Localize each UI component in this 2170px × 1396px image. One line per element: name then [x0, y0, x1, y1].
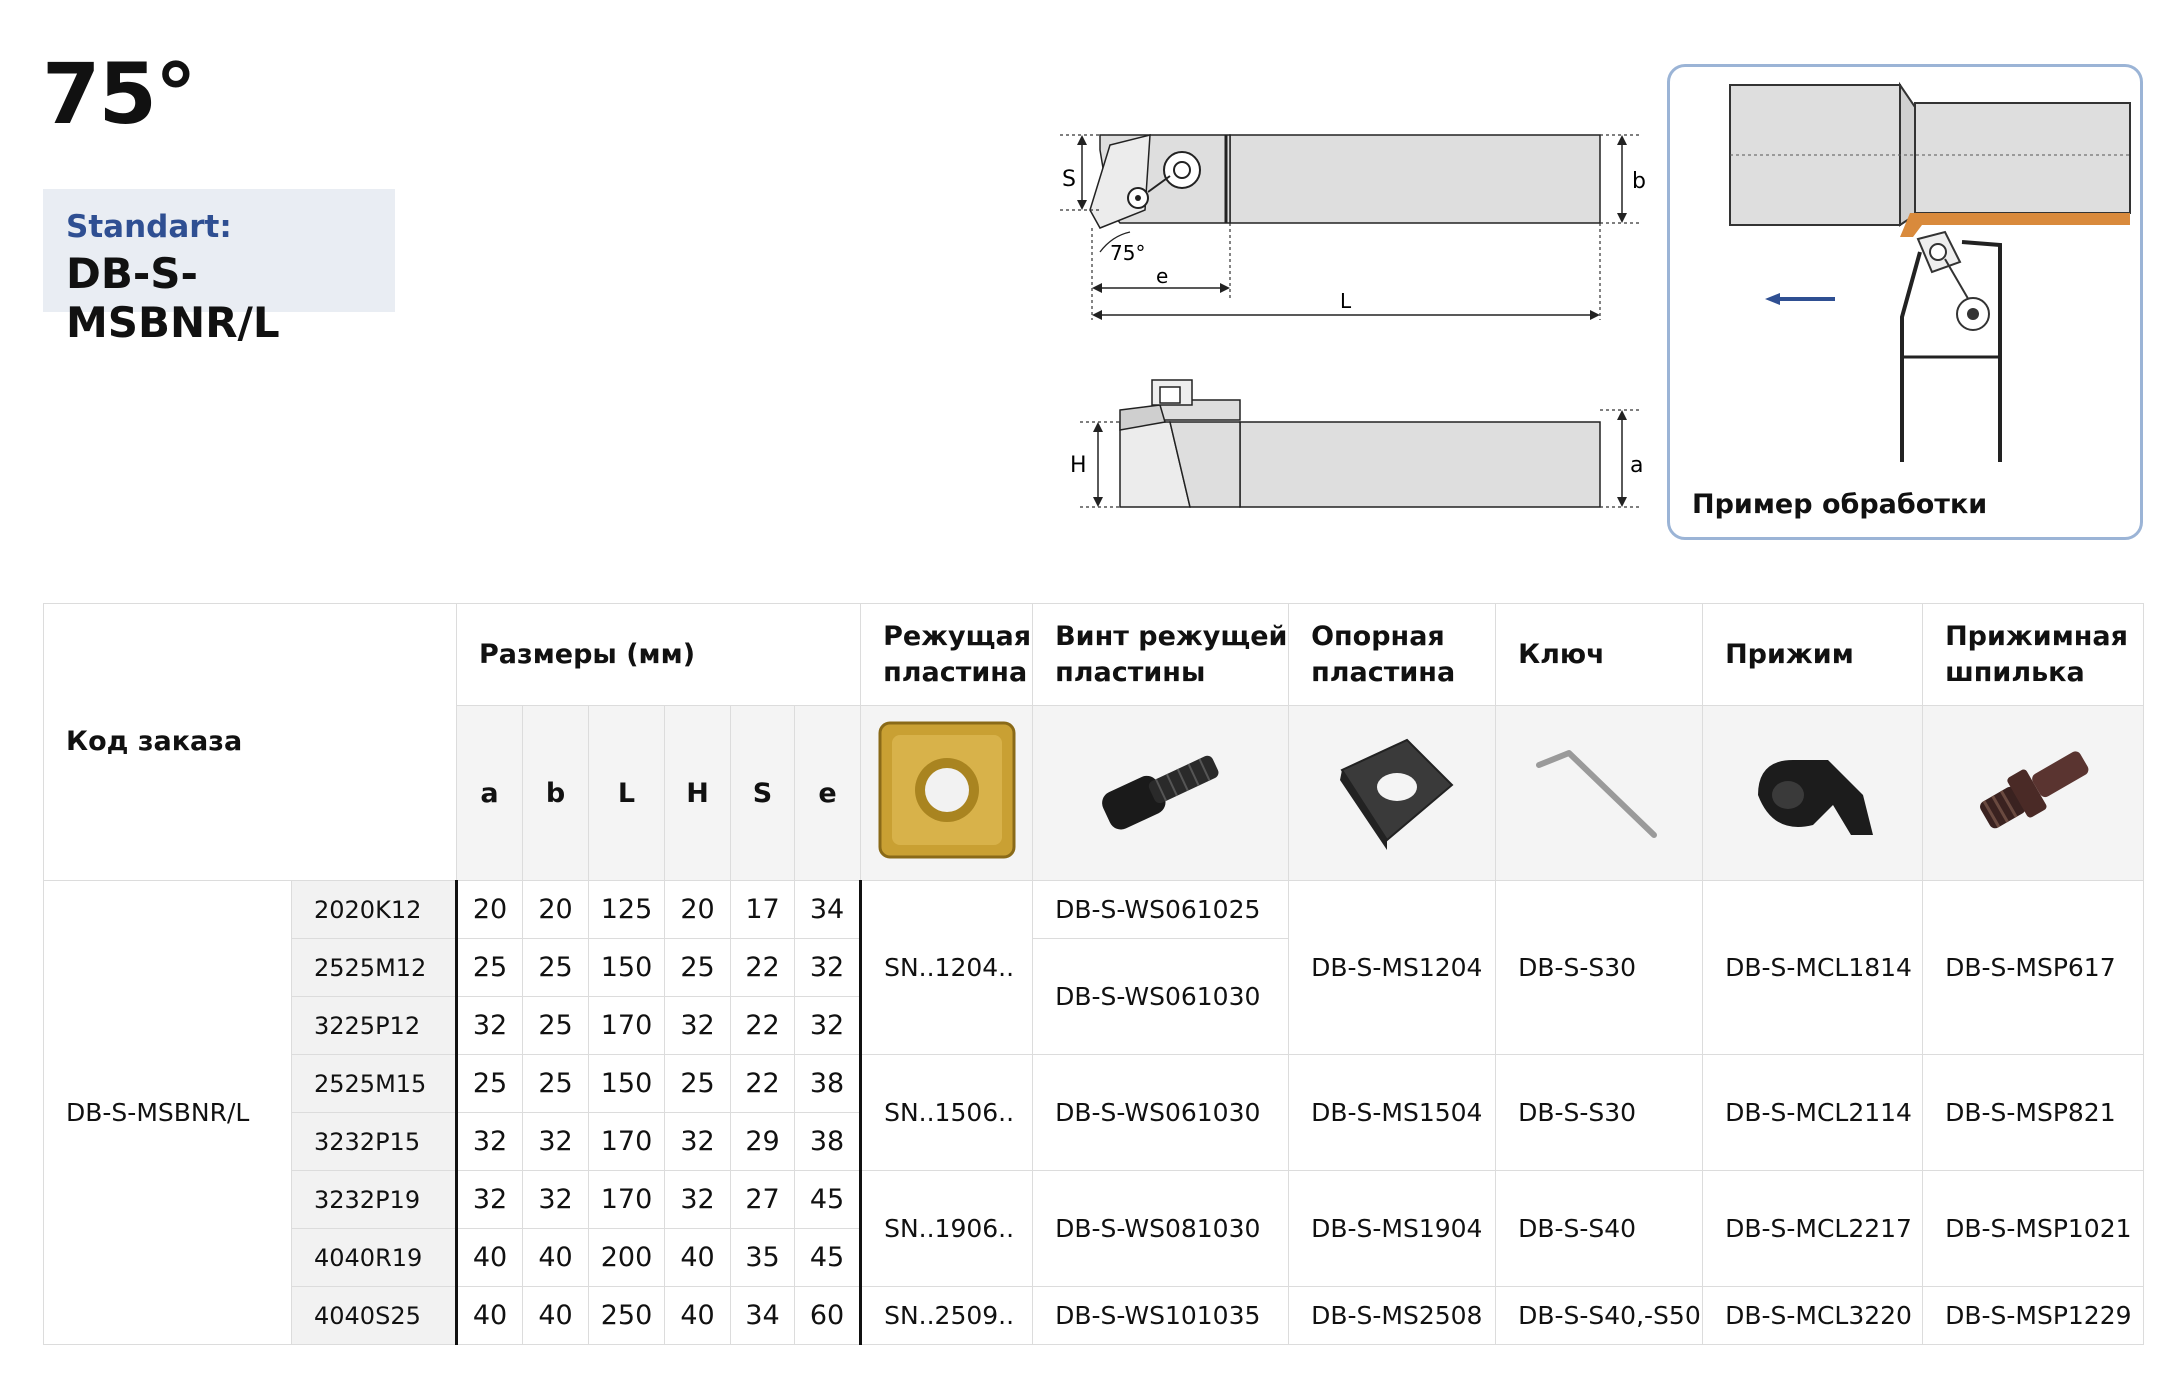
dim-value: 32 [665, 997, 731, 1055]
standart-code: DB-S-MSBNR/L [66, 249, 280, 347]
screw-icon [1081, 730, 1241, 850]
clamp-code: DB-S-MCL1814 [1703, 881, 1923, 1055]
insert-code: SN..2509.. [861, 1287, 1033, 1345]
dim-value: 22 [731, 1055, 795, 1113]
header-dimensions: Размеры (мм) [457, 604, 861, 706]
clamp-screw-code: DB-S-MSP617 [1923, 881, 2144, 1055]
dim-value: 150 [589, 939, 665, 997]
clamp-image-cell [1703, 706, 1923, 881]
clamp-screw-code: DB-S-MSP821 [1923, 1055, 2144, 1171]
sub-code: 3225P12 [292, 997, 457, 1055]
holder-side-body [1240, 422, 1600, 507]
clamp-code: DB-S-MCL2114 [1703, 1055, 1923, 1171]
machining-example-illustration [1670, 67, 2140, 477]
dim-value: 32 [457, 997, 523, 1055]
dim-value: 40 [523, 1287, 589, 1345]
dim-value: 25 [523, 939, 589, 997]
dim-value: 32 [665, 1113, 731, 1171]
dim-value: 34 [731, 1287, 795, 1345]
sub-code: 3232P19 [292, 1171, 457, 1229]
shim-icon [1312, 725, 1472, 855]
specification-table [43, 603, 2144, 1345]
shim-code: DB-S-MS1204 [1289, 881, 1496, 1055]
clamp-screw-icon [1953, 725, 2113, 855]
header-order-code: Код заказа [44, 604, 457, 881]
dim-value: 34 [795, 881, 861, 939]
dim-value: 25 [665, 1055, 731, 1113]
example-caption: Пример обработки [1692, 489, 1988, 520]
dim-value: 35 [731, 1229, 795, 1287]
clamp-screw-code: DB-S-MSP1021 [1923, 1171, 2144, 1287]
insert-image-cell [861, 706, 1033, 881]
table-row [44, 1055, 2144, 1113]
dim-value: 170 [589, 1113, 665, 1171]
dim-value: 32 [795, 997, 861, 1055]
sub-code: 4040S25 [292, 1287, 457, 1345]
sub-code: 2525M15 [292, 1055, 457, 1113]
key-code: DB-S-S30 [1496, 881, 1703, 1055]
dim-label-a: a [1630, 453, 1644, 478]
sub-code: 2525M12 [292, 939, 457, 997]
dim-value: 60 [795, 1287, 861, 1345]
dim-value: 45 [795, 1229, 861, 1287]
dim-value: 32 [665, 1171, 731, 1229]
sub-code: 3232P15 [292, 1113, 457, 1171]
dim-value: 45 [795, 1171, 861, 1229]
screw-image-cell [1033, 706, 1289, 881]
dim-value: 32 [795, 939, 861, 997]
dim-value: 250 [589, 1287, 665, 1345]
clamp-code: DB-S-MCL3220 [1703, 1287, 1923, 1345]
dim-value: 32 [457, 1113, 523, 1171]
dim-value: 25 [523, 1055, 589, 1113]
key-image-cell [1496, 706, 1703, 881]
shim-code: DB-S-MS1904 [1289, 1171, 1496, 1287]
dim-label-L: L [1340, 289, 1352, 313]
dim-value: 22 [731, 997, 795, 1055]
screw-code: DB-S-WS081030 [1033, 1171, 1289, 1287]
page-title: 75° [42, 45, 195, 143]
dim-value: 38 [795, 1055, 861, 1113]
dim-value: 25 [665, 939, 731, 997]
header-shim: Опорная пластина [1289, 604, 1496, 706]
header-key: Ключ [1496, 604, 1703, 706]
key-code: DB-S-S40,-S50 [1496, 1287, 1703, 1345]
dim-value: 20 [523, 881, 589, 939]
insert-code: SN..1204.. [861, 881, 1033, 1055]
insert-icon [872, 715, 1022, 865]
header-dim-H: H [665, 706, 731, 881]
dim-value: 125 [589, 881, 665, 939]
screw-code: DB-S-WS061030 [1033, 1055, 1289, 1171]
clamp-screw-image-cell [1923, 706, 2144, 881]
chip-strip [1900, 213, 2130, 237]
dim-value: 25 [457, 1055, 523, 1113]
table-row [44, 881, 2144, 939]
dim-value: 25 [523, 997, 589, 1055]
shim-image-cell [1289, 706, 1496, 881]
dim-value: 40 [665, 1229, 731, 1287]
shim-code: DB-S-MS1504 [1289, 1055, 1496, 1171]
key-code: DB-S-S40 [1496, 1171, 1703, 1287]
dim-value: 40 [457, 1287, 523, 1345]
dim-value: 150 [589, 1055, 665, 1113]
dim-value: 32 [457, 1171, 523, 1229]
dim-value: 32 [523, 1113, 589, 1171]
holder-top-body [1230, 135, 1600, 223]
shim-code: DB-S-MS2508 [1289, 1287, 1496, 1345]
header-clamp-screw: Прижимная шпилька [1923, 604, 2144, 706]
header-dim-L: L [589, 706, 665, 881]
sub-code: 4040R19 [292, 1229, 457, 1287]
dim-value: 20 [665, 881, 731, 939]
hex-key-icon [1519, 725, 1679, 855]
header-clamp: Прижим [1703, 604, 1923, 706]
dim-label-e: e [1156, 264, 1169, 288]
sub-code: 2020K12 [292, 881, 457, 939]
header-screw: Винт режущей пластины [1033, 604, 1289, 706]
header-dim-b: b [523, 706, 589, 881]
dim-value: 200 [589, 1229, 665, 1287]
main-order-code: DB-S-MSBNR/L [44, 881, 292, 1345]
workpiece-small [1915, 103, 2130, 213]
machining-example-box [1667, 64, 2143, 540]
clamp-icon [1733, 725, 1893, 855]
header-dim-a: a [457, 706, 523, 881]
dim-value: 40 [665, 1287, 731, 1345]
table-row [44, 1287, 2144, 1345]
screw-code: DB-S-WS061025 [1033, 881, 1289, 939]
header-dim-e: e [795, 706, 861, 881]
dim-value: 32 [523, 1171, 589, 1229]
dim-value: 38 [795, 1113, 861, 1171]
dim-label-b: b [1632, 169, 1646, 194]
dim-label-H: H [1070, 453, 1087, 478]
header-insert: Режущая пластина [861, 604, 1033, 706]
dim-value: 17 [731, 881, 795, 939]
insert-code: SN..1906.. [861, 1171, 1033, 1287]
standart-label: Standart: [66, 209, 232, 245]
dim-label-s: S [1062, 167, 1076, 192]
screw-code: DB-S-WS101035 [1033, 1287, 1289, 1345]
standart-box [43, 189, 395, 347]
clamp-code: DB-S-MCL2217 [1703, 1171, 1923, 1287]
screw-code: DB-S-WS061030 [1033, 939, 1289, 1055]
dim-value: 29 [731, 1113, 795, 1171]
dim-value: 20 [457, 881, 523, 939]
insert-code: SN..1506.. [861, 1055, 1033, 1171]
table-row [44, 1171, 2144, 1229]
tool-holder-diagram [1040, 110, 1646, 530]
dim-value: 40 [457, 1229, 523, 1287]
dim-value: 27 [731, 1171, 795, 1229]
dim-value: 25 [457, 939, 523, 997]
dim-value: 170 [589, 997, 665, 1055]
clamp-screw-code: DB-S-MSP1229 [1923, 1287, 2144, 1345]
dim-label-angle: 75° [1110, 241, 1146, 265]
dim-value: 170 [589, 1171, 665, 1229]
dim-value: 40 [523, 1229, 589, 1287]
header-dim-S: S [731, 706, 795, 881]
dim-value: 22 [731, 939, 795, 997]
key-code: DB-S-S30 [1496, 1055, 1703, 1171]
